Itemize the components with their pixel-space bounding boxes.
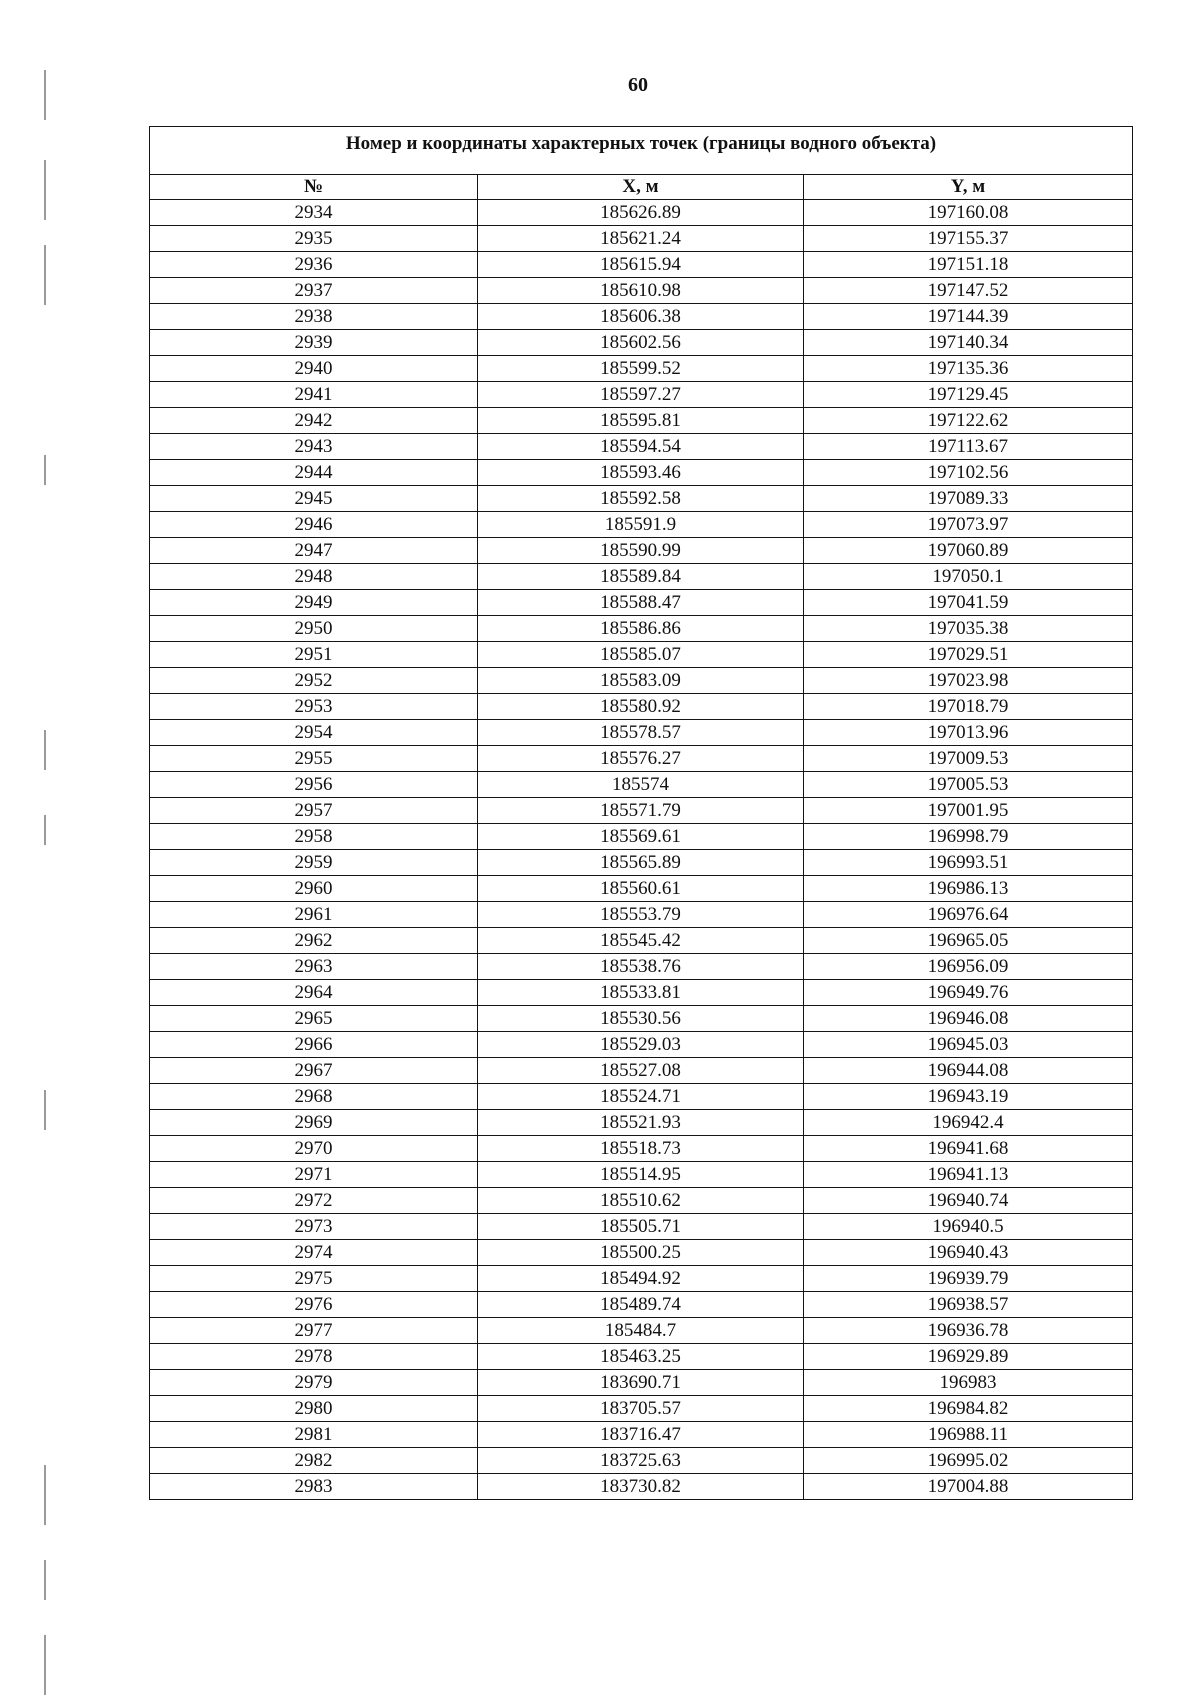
table-row	[150, 434, 1133, 460]
table-row	[150, 850, 1133, 876]
x-coordinate-cell: 185583.09	[478, 668, 804, 694]
y-coordinate-cell: 197009.53	[804, 746, 1133, 772]
point-number-cell: 2957	[150, 798, 478, 824]
point-number-cell: 2959	[150, 850, 478, 876]
point-number-cell: 2953	[150, 694, 478, 720]
scan-artifact	[44, 1090, 46, 1130]
point-number-cell: 2961	[150, 902, 478, 928]
y-coordinate-cell: 197160.08	[804, 200, 1133, 226]
y-coordinate-cell: 196939.79	[804, 1266, 1133, 1292]
table-row	[150, 1110, 1133, 1136]
y-coordinate-cell: 197041.59	[804, 590, 1133, 616]
y-coordinate-cell: 196986.13	[804, 876, 1133, 902]
table-row	[150, 408, 1133, 434]
table-row	[150, 1240, 1133, 1266]
x-coordinate-cell: 185527.08	[478, 1058, 804, 1084]
x-coordinate-cell: 185510.62	[478, 1188, 804, 1214]
point-number-cell: 2954	[150, 720, 478, 746]
point-number-cell: 2946	[150, 512, 478, 538]
point-number-cell: 2951	[150, 642, 478, 668]
table-row	[150, 304, 1133, 330]
scan-artifact	[44, 70, 46, 120]
y-coordinate-cell: 196998.79	[804, 824, 1133, 850]
x-coordinate-cell: 185571.79	[478, 798, 804, 824]
table-row	[150, 1188, 1133, 1214]
y-coordinate-cell: 196942.4	[804, 1110, 1133, 1136]
y-coordinate-cell: 197005.53	[804, 772, 1133, 798]
y-coordinate-cell: 196949.76	[804, 980, 1133, 1006]
column-header-y: Y, м	[804, 175, 1133, 200]
table-row	[150, 720, 1133, 746]
table-row	[150, 980, 1133, 1006]
y-coordinate-cell: 196995.02	[804, 1448, 1133, 1474]
point-number-cell: 2977	[150, 1318, 478, 1344]
table-row	[150, 1396, 1133, 1422]
x-coordinate-cell: 185593.46	[478, 460, 804, 486]
point-number-cell: 2962	[150, 928, 478, 954]
x-coordinate-cell: 185576.27	[478, 746, 804, 772]
point-number-cell: 2941	[150, 382, 478, 408]
x-coordinate-cell: 185530.56	[478, 1006, 804, 1032]
x-coordinate-cell: 185610.98	[478, 278, 804, 304]
y-coordinate-cell: 196956.09	[804, 954, 1133, 980]
table-row	[150, 1058, 1133, 1084]
x-coordinate-cell: 185514.95	[478, 1162, 804, 1188]
table-row	[150, 1474, 1133, 1500]
table-row	[150, 460, 1133, 486]
table-row	[150, 954, 1133, 980]
x-coordinate-cell: 185588.47	[478, 590, 804, 616]
table-row	[150, 1448, 1133, 1474]
y-coordinate-cell: 197122.62	[804, 408, 1133, 434]
point-number-cell: 2978	[150, 1344, 478, 1370]
x-coordinate-cell: 185580.92	[478, 694, 804, 720]
point-number-cell: 2963	[150, 954, 478, 980]
x-coordinate-cell: 185602.56	[478, 330, 804, 356]
x-coordinate-cell: 185545.42	[478, 928, 804, 954]
point-number-cell: 2950	[150, 616, 478, 642]
x-coordinate-cell: 185565.89	[478, 850, 804, 876]
x-coordinate-cell: 185518.73	[478, 1136, 804, 1162]
point-number-cell: 2973	[150, 1214, 478, 1240]
table-row	[150, 382, 1133, 408]
point-number-cell: 2958	[150, 824, 478, 850]
y-coordinate-cell: 196946.08	[804, 1006, 1133, 1032]
y-coordinate-cell: 196940.5	[804, 1214, 1133, 1240]
point-number-cell: 2975	[150, 1266, 478, 1292]
scan-artifact	[44, 455, 46, 485]
table-header-row	[150, 175, 1133, 200]
table-row	[150, 512, 1133, 538]
table-row	[150, 746, 1133, 772]
x-coordinate-cell: 185626.89	[478, 200, 804, 226]
scan-artifact	[44, 160, 46, 220]
y-coordinate-cell: 196945.03	[804, 1032, 1133, 1058]
table-row	[150, 1136, 1133, 1162]
x-coordinate-cell: 185615.94	[478, 252, 804, 278]
y-coordinate-cell: 197029.51	[804, 642, 1133, 668]
table-row	[150, 1422, 1133, 1448]
x-coordinate-cell: 185606.38	[478, 304, 804, 330]
scan-artifact	[44, 815, 46, 845]
x-coordinate-cell: 185521.93	[478, 1110, 804, 1136]
table-row	[150, 616, 1133, 642]
point-number-cell: 2938	[150, 304, 478, 330]
table-row	[150, 1006, 1133, 1032]
y-coordinate-cell: 197001.95	[804, 798, 1133, 824]
table-row	[150, 772, 1133, 798]
point-number-cell: 2944	[150, 460, 478, 486]
scan-artifact	[44, 730, 46, 770]
table-title: Номер и координаты характерных точек (границы водного объекта)	[150, 127, 1133, 175]
y-coordinate-cell: 196965.05	[804, 928, 1133, 954]
x-coordinate-cell: 183690.71	[478, 1370, 804, 1396]
point-number-cell: 2945	[150, 486, 478, 512]
point-number-cell: 2940	[150, 356, 478, 382]
x-coordinate-cell: 185591.9	[478, 512, 804, 538]
y-coordinate-cell: 197089.33	[804, 486, 1133, 512]
x-coordinate-cell: 185524.71	[478, 1084, 804, 1110]
y-coordinate-cell: 196938.57	[804, 1292, 1133, 1318]
table-row	[150, 538, 1133, 564]
table-row	[150, 798, 1133, 824]
table-row	[150, 902, 1133, 928]
table-row	[150, 1214, 1133, 1240]
x-coordinate-cell: 185484.7	[478, 1318, 804, 1344]
point-number-cell: 2965	[150, 1006, 478, 1032]
y-coordinate-cell: 196983	[804, 1370, 1133, 1396]
x-coordinate-cell: 183716.47	[478, 1422, 804, 1448]
point-number-cell: 2971	[150, 1162, 478, 1188]
x-coordinate-cell: 185595.81	[478, 408, 804, 434]
y-coordinate-cell: 197073.97	[804, 512, 1133, 538]
y-coordinate-cell: 197140.34	[804, 330, 1133, 356]
table-row	[150, 1318, 1133, 1344]
x-coordinate-cell: 185578.57	[478, 720, 804, 746]
table-row	[150, 1370, 1133, 1396]
y-coordinate-cell: 197147.52	[804, 278, 1133, 304]
y-coordinate-cell: 197004.88	[804, 1474, 1133, 1500]
point-number-cell: 2980	[150, 1396, 478, 1422]
column-header-number: №	[150, 175, 478, 200]
point-number-cell: 2968	[150, 1084, 478, 1110]
table-row	[150, 590, 1133, 616]
point-number-cell: 2974	[150, 1240, 478, 1266]
x-coordinate-cell: 185505.71	[478, 1214, 804, 1240]
table-row	[150, 278, 1133, 304]
scan-artifact	[44, 245, 46, 305]
x-coordinate-cell: 185529.03	[478, 1032, 804, 1058]
y-coordinate-cell: 197035.38	[804, 616, 1133, 642]
y-coordinate-cell: 196944.08	[804, 1058, 1133, 1084]
x-coordinate-cell: 185500.25	[478, 1240, 804, 1266]
table-row	[150, 824, 1133, 850]
point-number-cell: 2966	[150, 1032, 478, 1058]
x-coordinate-cell: 185599.52	[478, 356, 804, 382]
point-number-cell: 2969	[150, 1110, 478, 1136]
x-coordinate-cell: 183725.63	[478, 1448, 804, 1474]
point-number-cell: 2952	[150, 668, 478, 694]
x-coordinate-cell: 185592.58	[478, 486, 804, 512]
table-row	[150, 642, 1133, 668]
y-coordinate-cell: 197151.18	[804, 252, 1133, 278]
y-coordinate-cell: 196941.68	[804, 1136, 1133, 1162]
table-row	[150, 1344, 1133, 1370]
x-coordinate-cell: 185553.79	[478, 902, 804, 928]
y-coordinate-cell: 197144.39	[804, 304, 1133, 330]
point-number-cell: 2937	[150, 278, 478, 304]
scan-artifact	[44, 1560, 46, 1600]
x-coordinate-cell: 185560.61	[478, 876, 804, 902]
page-number: 60	[628, 74, 648, 96]
point-number-cell: 2981	[150, 1422, 478, 1448]
point-number-cell: 2956	[150, 772, 478, 798]
y-coordinate-cell: 196943.19	[804, 1084, 1133, 1110]
table-row	[150, 668, 1133, 694]
y-coordinate-cell: 197023.98	[804, 668, 1133, 694]
table-row	[150, 1084, 1133, 1110]
x-coordinate-cell: 185621.24	[478, 226, 804, 252]
table-row	[150, 564, 1133, 590]
x-coordinate-cell: 183730.82	[478, 1474, 804, 1500]
table-body	[150, 200, 1133, 1500]
y-coordinate-cell: 196929.89	[804, 1344, 1133, 1370]
coordinates-table	[149, 126, 1133, 1500]
scan-artifact	[44, 1465, 46, 1525]
point-number-cell: 2934	[150, 200, 478, 226]
point-number-cell: 2942	[150, 408, 478, 434]
y-coordinate-cell: 196940.43	[804, 1240, 1133, 1266]
x-coordinate-cell: 185594.54	[478, 434, 804, 460]
y-coordinate-cell: 197129.45	[804, 382, 1133, 408]
y-coordinate-cell: 196984.82	[804, 1396, 1133, 1422]
x-coordinate-cell: 185538.76	[478, 954, 804, 980]
x-coordinate-cell: 185590.99	[478, 538, 804, 564]
point-number-cell: 2967	[150, 1058, 478, 1084]
table-row	[150, 876, 1133, 902]
table-row	[150, 694, 1133, 720]
scan-artifact	[44, 1635, 46, 1695]
point-number-cell: 2983	[150, 1474, 478, 1500]
point-number-cell: 2943	[150, 434, 478, 460]
table-row	[150, 1162, 1133, 1188]
table-row	[150, 486, 1133, 512]
point-number-cell: 2979	[150, 1370, 478, 1396]
point-number-cell: 2970	[150, 1136, 478, 1162]
table-row	[150, 1292, 1133, 1318]
y-coordinate-cell: 197018.79	[804, 694, 1133, 720]
x-coordinate-cell: 185494.92	[478, 1266, 804, 1292]
y-coordinate-cell: 196936.78	[804, 1318, 1133, 1344]
table-row	[150, 356, 1133, 382]
y-coordinate-cell: 196993.51	[804, 850, 1133, 876]
table-row	[150, 252, 1133, 278]
table-row	[150, 330, 1133, 356]
x-coordinate-cell: 185574	[478, 772, 804, 798]
y-coordinate-cell: 197102.56	[804, 460, 1133, 486]
x-coordinate-cell: 185533.81	[478, 980, 804, 1006]
table-row	[150, 1266, 1133, 1292]
point-number-cell: 2947	[150, 538, 478, 564]
column-header-x: X, м	[478, 175, 804, 200]
point-number-cell: 2936	[150, 252, 478, 278]
y-coordinate-cell: 196988.11	[804, 1422, 1133, 1448]
point-number-cell: 2955	[150, 746, 478, 772]
table-row	[150, 1032, 1133, 1058]
y-coordinate-cell: 197050.1	[804, 564, 1133, 590]
point-number-cell: 2964	[150, 980, 478, 1006]
x-coordinate-cell: 183705.57	[478, 1396, 804, 1422]
point-number-cell: 2960	[150, 876, 478, 902]
x-coordinate-cell: 185585.07	[478, 642, 804, 668]
point-number-cell: 2982	[150, 1448, 478, 1474]
point-number-cell: 2948	[150, 564, 478, 590]
point-number-cell: 2935	[150, 226, 478, 252]
table-row	[150, 226, 1133, 252]
x-coordinate-cell: 185589.84	[478, 564, 804, 590]
x-coordinate-cell: 185597.27	[478, 382, 804, 408]
point-number-cell: 2972	[150, 1188, 478, 1214]
table-row	[150, 200, 1133, 226]
y-coordinate-cell: 197135.36	[804, 356, 1133, 382]
y-coordinate-cell: 196940.74	[804, 1188, 1133, 1214]
table-row	[150, 928, 1133, 954]
x-coordinate-cell: 185569.61	[478, 824, 804, 850]
point-number-cell: 2939	[150, 330, 478, 356]
y-coordinate-cell: 197155.37	[804, 226, 1133, 252]
y-coordinate-cell: 196976.64	[804, 902, 1133, 928]
y-coordinate-cell: 197060.89	[804, 538, 1133, 564]
y-coordinate-cell: 197113.67	[804, 434, 1133, 460]
x-coordinate-cell: 185489.74	[478, 1292, 804, 1318]
point-number-cell: 2949	[150, 590, 478, 616]
point-number-cell: 2976	[150, 1292, 478, 1318]
y-coordinate-cell: 196941.13	[804, 1162, 1133, 1188]
x-coordinate-cell: 185586.86	[478, 616, 804, 642]
y-coordinate-cell: 197013.96	[804, 720, 1133, 746]
x-coordinate-cell: 185463.25	[478, 1344, 804, 1370]
